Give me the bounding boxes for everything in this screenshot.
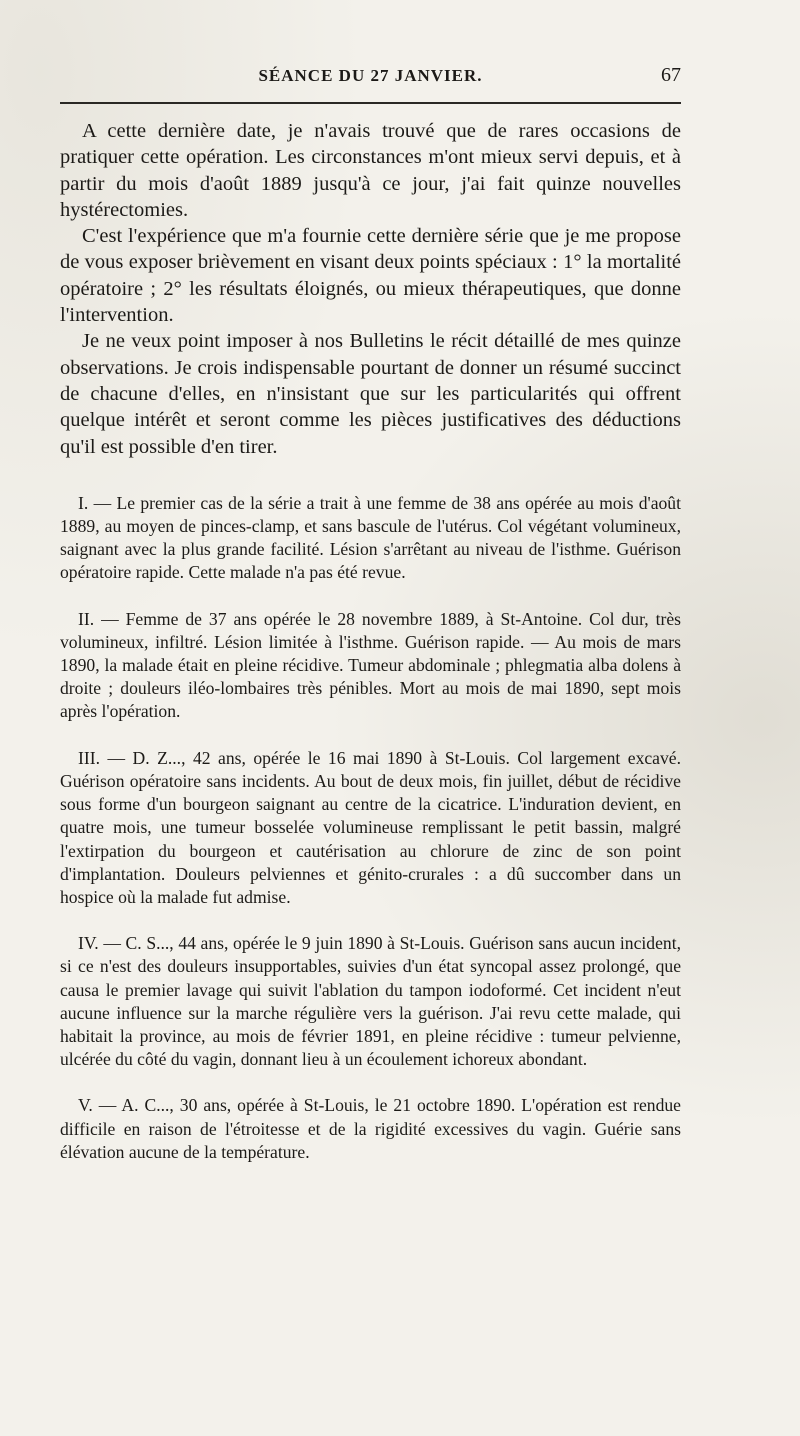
running-title: SÉANCE DU 27 JANVIER. — [258, 66, 483, 85]
running-head — [60, 62, 681, 92]
intro-section — [60, 118, 681, 460]
case-entry: II. — Femme de 37 ans opérée le 28 novembre 1889, à St-Antoine. Col dur, très volumineux, infiltré. Lésion limitée à l'isthme. Guérison rapide. — Au mois de mars 1890, la malade était en pleine récidive. Tumeur abdominale ; phlegmatia alba dolens à droite ; douleurs iléo-lombaires très pénibles. Mort au mois de mai 1890, sept mois après l'opération. — [60, 608, 681, 722]
intro-paragraph: Je ne veux point imposer à nos Bulletins le récit détaillé de mes quinze observations. Je crois indispensable pourtant de donner un résumé succinct de chacune d'elles, en n'insistant que sur les particularités qui offrent quelque intérêt et seront comme les pièces justificatives des déductions qu'il est possible d'en tirer. — [60, 330, 681, 458]
case-list — [60, 492, 681, 1164]
case-entry: V. — A. C..., 30 ans, opérée à St-Louis, le 21 octobre 1890. L'opération est rendue difficile en raison de l'étroitesse et de la rigidité excessives du vagin. Guérie sans élévation aucune de la température. — [60, 1095, 681, 1162]
header-rule — [60, 102, 681, 104]
intro-paragraph: C'est l'expérience que m'a fournie cette dernière série que je me propose de vous exposer brièvement en visant deux points spéciaux : 1° la mortalité opératoire ; 2° les résultats éloignés, ou mieux thérapeutiques, que donne l'intervention. — [60, 225, 681, 327]
case-entry: I. — Le premier cas de la série a trait à une femme de 38 ans opérée au mois d'août 1889, au moyen de pinces-clamp, et sans bascule de l'utérus. Col végétant volumineux, saignant avec la plus grande facilité. Lésion s'arrêtant au niveau de l'isthme. Guérison opératoire rapide. Cette malade n'a pas été revue. — [60, 492, 681, 583]
body-text — [60, 118, 681, 1187]
case-entry: IV. — C. S..., 44 ans, opérée le 9 juin 1890 à St-Louis. Guérison sans aucun incident, si ce n'est des douleurs insupportables, suivies d'un état syncopal assez prolongé, que causa le premier lavage qui suivit l'ablation du tampon iodoformé. Cet incident n'eut aucune influence sur la marche régulière vers la guérison. J'ai revu cette malade, qui habitait la province, au mois de février 1891, en pleine récidive : tumeur pelvienne, ulcérée du côté du vagin, donnant lieu à un écoulement ichoreux abondant. — [60, 933, 681, 1070]
page-number: 67 — [661, 64, 681, 86]
intro-paragraph: A cette dernière date, je n'avais trouvé que de rares occasions de pratiquer cette opération. Les circonstances m'ont mieux servi depuis, et à partir du mois d'août 1889 jusqu'à ce jour, j'ai fait quinze nouvelles hystérectomies. — [60, 120, 681, 221]
case-entry: III. — D. Z..., 42 ans, opérée le 16 mai 1890 à St-Louis. Col largement excavé. Guérison opératoire sans incidents. Au bout de deux mois, fin juillet, début de récidive sous forme d'un bourgeon saignant au centre de la cicatrice. L'induration devient, en quatre mois, une tumeur bosselée volumineuse remplissant le petit bassin, malgré l'extirpation du bourgeon et cautérisation au chlorure de zinc de son point d'implantation. Douleurs pelviennes et génito-crurales : a dû succomber dans un hospice où la malade fut admise. — [60, 747, 681, 907]
